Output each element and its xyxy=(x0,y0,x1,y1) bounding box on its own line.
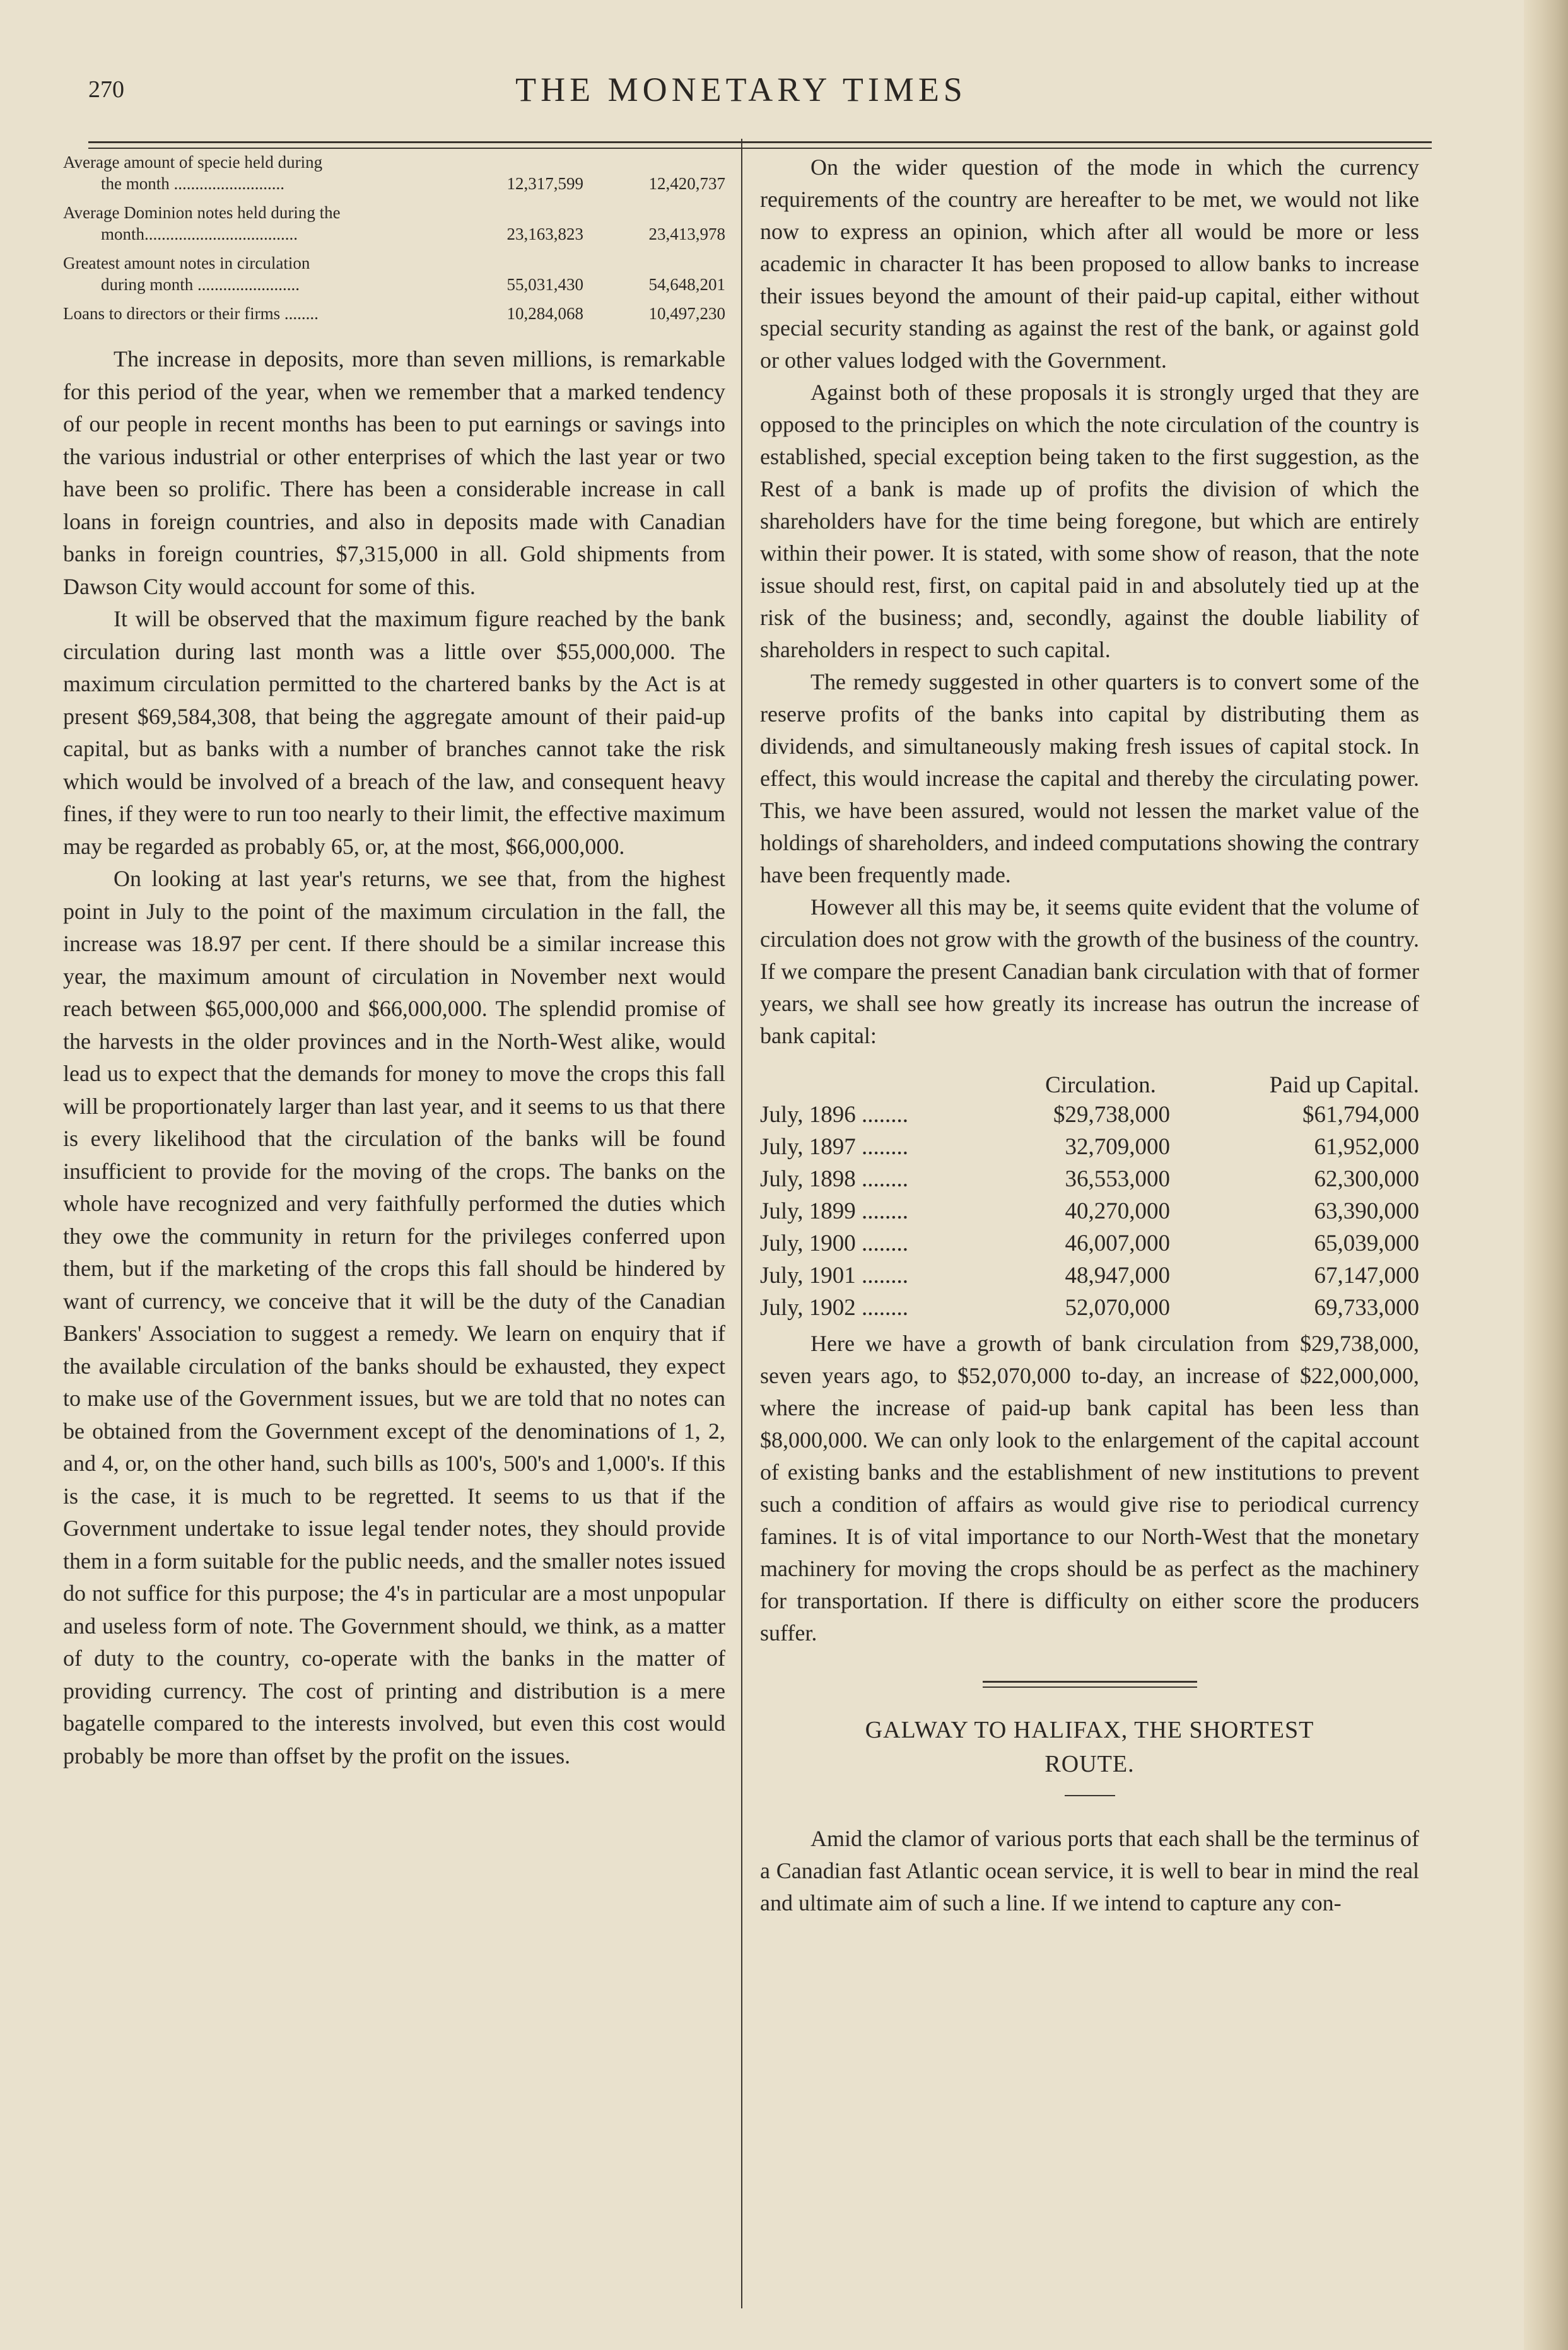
table-row xyxy=(760,1099,1419,1131)
header-rule xyxy=(88,141,1432,149)
page-edge xyxy=(1524,0,1568,2350)
row-capital: 62,300,000 xyxy=(1314,1166,1419,1192)
row-date: July, 1897 ........ xyxy=(760,1134,909,1160)
stat-value-2: 23,413,978 xyxy=(648,225,725,243)
stat-row xyxy=(63,252,725,295)
table-row xyxy=(760,1260,1419,1292)
stat-value-1: 12,317,599 xyxy=(506,174,583,193)
row-circulation: 32,709,000 xyxy=(1065,1134,1170,1160)
table-row xyxy=(760,1131,1419,1163)
stat-label: Greatest amount notes in circulation xyxy=(63,254,310,272)
row-date: July, 1899 ........ xyxy=(760,1198,909,1224)
paragraph-deposits: The increase in deposits, more than seven millions, is remarkable for this period of the year, when we remember that a marked tendency of our people in recent months has been to put earnings or savings into the various industrial or other enterprises of which the last year or two have been so prolific. There has been a considerable increase in call loans in foreign countries, and also in deposits made with Canadian banks in foreign countries, $7,315,000 in all. Gold shipments from Dawson City would account for some of this. xyxy=(63,346,725,599)
row-capital: 65,039,000 xyxy=(1314,1231,1419,1256)
paragraph-wider-question: On the wider question of the mode in which the currency requirements of the country are hereafter to be met, we would not like now to express an opinion, which after all would be more or less academic in character It has been proposed to allow banks to increase their issues beyond the amount of their paid-up capital, either without special security standing as against the rest of the bank, or against gold or other values lodged with the Government. xyxy=(760,155,1419,373)
stat-label: Average Dominion notes held during the xyxy=(63,203,341,222)
stat-value-1: 55,031,430 xyxy=(506,275,583,294)
stat-label: Average amount of specie held during xyxy=(63,153,323,172)
stat-label: Loans to directors or their firms ........ xyxy=(63,304,319,323)
row-date: July, 1901 ........ xyxy=(760,1263,909,1289)
stat-label-cont: the month .......................... xyxy=(101,174,284,193)
col-header-capital: Paid up Capital. xyxy=(1269,1072,1419,1098)
stat-value-1: 23,163,823 xyxy=(506,225,583,243)
row-capital: 67,147,000 xyxy=(1314,1263,1419,1289)
row-date: July, 1898 ........ xyxy=(760,1166,909,1192)
row-circulation: 46,007,000 xyxy=(1065,1231,1170,1256)
statistics-table xyxy=(63,151,725,324)
row-circulation: $29,738,000 xyxy=(1053,1102,1170,1128)
paragraph-maximum-circulation: It will be observed that the maximum figure reached by the bank circulation during last month was a little over $55,000,000. The maximum circulation permitted to the chartered banks by the Act is at present $69,584,308, that being the aggregate amount of their paid-up capital, but as banks with a number of branches cannot take the risk which would be involved of a breach of the law, and consequent heavy fines, if they were to run too nearly to their limit, the effective maximum may be regarded as probably 65, or, at the most, $66,000,000. xyxy=(63,606,725,859)
newspaper-page xyxy=(63,44,1419,2327)
paragraph-galway: Amid the clamor of various ports that each shall be the terminus of a Canadian fast Atlantic ocean service, it is well to bear in mind the real and ultimate aim of such a line. If we intend to capture any con- xyxy=(760,1826,1419,1915)
journal-title: THE MONETARY TIMES xyxy=(515,71,967,108)
table-row xyxy=(760,1163,1419,1195)
stat-value-2: 10,497,230 xyxy=(648,304,725,323)
paragraph-however: However all this may be, it seems quite evident that the volume of circulation does not grow with the growth of the business of the country. If we compare the present Canadian bank circulation with that of former years, we shall see how greatly its increase has outrun the increase of bank capital: xyxy=(760,894,1419,1048)
section-title-line2: ROUTE. xyxy=(1044,1751,1135,1777)
table-row xyxy=(760,1227,1419,1260)
row-capital: 69,733,000 xyxy=(1314,1295,1419,1321)
paragraph-proposals: Against both of these proposals it is strongly urged that they are opposed to the principles on which the note circulation of the country is established, special exception being taken to the first suggestion, as the Rest of a bank is made up of profits the division of which the shareholders have for the time being foregone, but which are entirely within their power. It is stated, with some show of reason, that the note issue should rest, first, on capital paid in and absolutely tied up at the risk of the business; and, secondly, against the double liability of shareholders in respect to such capital. xyxy=(760,380,1419,662)
stat-row xyxy=(63,202,725,245)
column-divider xyxy=(741,139,742,2308)
stat-label-cont: during month ........................ xyxy=(101,275,300,294)
row-capital: $61,794,000 xyxy=(1302,1102,1419,1128)
circulation-table-header xyxy=(760,1063,1419,1099)
stat-row xyxy=(63,151,725,194)
stat-value-2: 54,648,201 xyxy=(648,275,725,294)
paragraph-growth: Here we have a growth of bank circulation from $29,738,000, seven years ago, to $52,070,000 to-day, an increase of $22,000,000, where the increase of paid-up bank capital has been less than $8,000,000. We can only look to the enlargement of the capital account of existing banks and the establishment of new institutions to prevent such a condition of affairs as would give rise to periodical currency famines. It is of vital importance to our North-West that the monetary machinery for moving the crops should be as perfect as the machinery for transportation. If there is difficulty on either score the producers suffer. xyxy=(760,1331,1419,1646)
left-column xyxy=(63,151,725,1772)
stat-row xyxy=(63,303,725,324)
circulation-table xyxy=(760,1063,1419,1324)
table-row xyxy=(760,1195,1419,1227)
row-date: July, 1896 ........ xyxy=(760,1102,909,1128)
row-circulation: 36,553,000 xyxy=(1065,1166,1170,1192)
col-header-circulation: Circulation. xyxy=(1045,1072,1156,1098)
row-circulation: 52,070,000 xyxy=(1065,1295,1170,1321)
stat-value-1: 10,284,068 xyxy=(506,304,583,323)
row-capital: 63,390,000 xyxy=(1314,1198,1419,1224)
row-capital: 61,952,000 xyxy=(1314,1134,1419,1160)
paragraph-last-year-returns: On looking at last year's returns, we see that, from the highest point in July to the point of the maximum circulation in the fall, the increase was 18.97 per cent. If there should be a similar increase this year, the maximum amount of circulation in November next would reach between $65,000,000 and $66,000,000. The splendid promise of the harvests in the older provinces and in the North-West alike, would lead us to expect that the demands for money to move the crops this fall will be proportionately larger than last year, and it seems to us that there is every likelihood that the circulation of the banks will be found insufficient to provide for the moving of the crops. The banks on the whole have recognized and very faithfully performed the duties which they owe the community in return for the privileges conferred upon them, but if the marketing of the crops this fall should be hindered by want of currency, we conceive that it will be the duty of the Canadian Bankers' Association to suggest a remedy. We learn on enquiry that if the available circulation of the banks should be exhausted, they expect to make use of the Government issues, but we are told that no notes can be obtained from the Government except of the denominations of 1, 2, and 4, or, on the other hand, such bills as 100's, 500's and 1,000's. If this is the case, it is much to be regretted. It seems to us that if the Government undertake to issue legal tender notes, they should provide them in a form suitable for the public needs, and the smaller notes issued do not suffice for this purpose; the 4's in particular are a most unpopular and useless form of note. The Government should, we think, as a matter of duty to the country, co-operate with the banks in the matter of providing currency. The cost of printing and distribution is a mere bagatelle compared to the interests involved, but even this cost would probably be more than offset by the profit on the issues. xyxy=(63,866,725,1768)
row-circulation: 48,947,000 xyxy=(1065,1263,1170,1289)
page-number: 270 xyxy=(88,76,124,103)
section-rule xyxy=(983,1681,1197,1688)
page-header xyxy=(63,71,1419,121)
row-date: July, 1902 ........ xyxy=(760,1295,909,1321)
section-rule-small xyxy=(1065,1795,1115,1796)
section-title xyxy=(760,1713,1419,1781)
section-title-line1: GALWAY TO HALIFAX, THE SHORTEST xyxy=(865,1717,1314,1743)
stat-value-2: 12,420,737 xyxy=(648,174,725,193)
row-circulation: 40,270,000 xyxy=(1065,1198,1170,1224)
right-column xyxy=(760,151,1419,1919)
paragraph-remedy: The remedy suggested in other quarters is to convert some of the reserve profits of the banks into capital by distributing them as dividends, and simultaneously making fresh issues of capital stock. In effect, this would increase the capital and thereby the circulating power. This, we have been assured, would not lessen the market value of the holdings of shareholders, and indeed computations showing the contrary have been frequently made. xyxy=(760,669,1419,887)
row-date: July, 1900 ........ xyxy=(760,1231,909,1256)
table-row xyxy=(760,1292,1419,1324)
stat-label-cont: month.................................... xyxy=(101,225,298,243)
